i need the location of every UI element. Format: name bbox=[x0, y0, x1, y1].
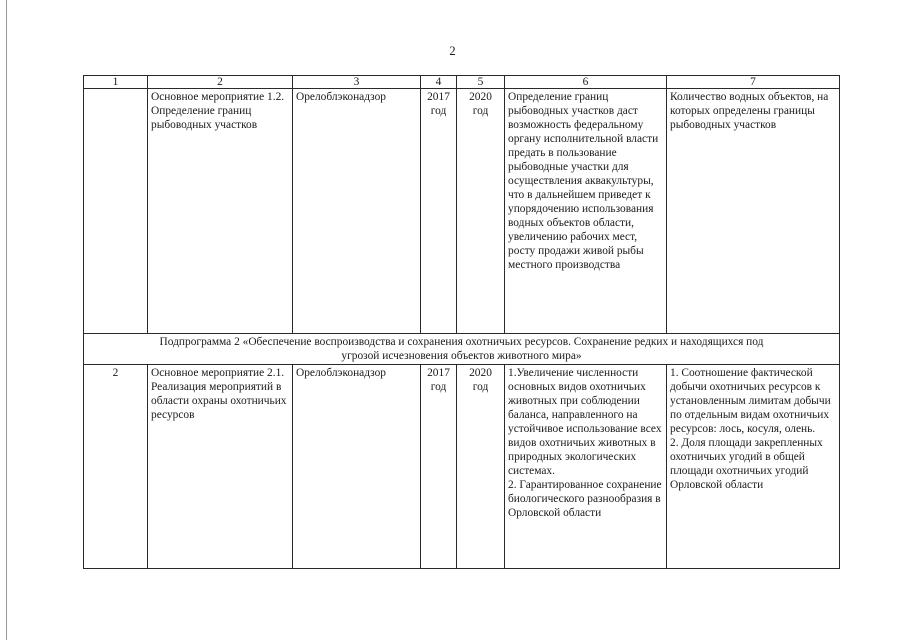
program-activities-table bbox=[83, 75, 840, 569]
end-year-cell: 2020 год bbox=[457, 89, 505, 334]
activity-cell bbox=[148, 365, 293, 569]
header-cell: 1 bbox=[84, 76, 148, 89]
indicator-item: 1. Соотношение фактической добычи охотничьих ресурсов к установленным лимитам добычи по отдельным видам охотничьих ресурсов: лось, косуля, олень. bbox=[670, 367, 831, 435]
indicator-item: 2. Доля площади закрепленных охотничьих угодий в общей площади охотничьих угодий Орловской области bbox=[670, 437, 823, 491]
header-cell: 5 bbox=[457, 76, 505, 89]
activity-name: Определение границ рыбоводных участков bbox=[151, 105, 258, 131]
start-year-cell: 2017 год bbox=[421, 365, 457, 569]
table-row bbox=[84, 365, 840, 569]
expected-result-cell bbox=[505, 365, 667, 569]
activity-name: Реализация мероприятий в области охраны охотничьих ресурсов bbox=[151, 381, 287, 421]
expected-result-cell: Определение границ рыбоводных участков даст возможность федеральному органу исполнительной власти предать в пользование рыбоводные участки для осуществления аквакультуры, что в дальнейшем приведет к упорядочению использования водных объектов области, увеличению рабочих мест, росту продажи живой рыбы местного производства bbox=[505, 89, 667, 334]
page-left-edge-line bbox=[6, 0, 7, 640]
table-row bbox=[84, 89, 840, 334]
row-number-cell: 2 bbox=[84, 365, 148, 569]
header-cell: 7 bbox=[667, 76, 840, 89]
header-cell: 2 bbox=[148, 76, 293, 89]
row-number-cell bbox=[84, 89, 148, 334]
header-cell: 3 bbox=[293, 76, 421, 89]
header-cell: 6 bbox=[505, 76, 667, 89]
subprogram-row bbox=[84, 334, 840, 365]
start-year-cell: 2017 год bbox=[421, 89, 457, 334]
subprogram-title-cell bbox=[84, 334, 840, 365]
page-number: 2 bbox=[449, 44, 456, 58]
end-year-cell: 2020 год bbox=[457, 365, 505, 569]
expected-result-item: 1.Увеличение численности основных видов охотничьих животных при соблюдении баланса, направленного на устойчивое использование всех видов охотничьих животных в природных экологических системах. bbox=[508, 367, 662, 477]
subprogram-title-line-2: угрозой исчезновения объектов животного мира» bbox=[341, 350, 582, 362]
activity-title: Основное мероприятие 2.1. bbox=[151, 367, 285, 379]
indicator-cell: Количество водных объектов, на которых определены границы рыбоводных участков bbox=[667, 89, 840, 334]
executor-cell: Орелоблэконадзор bbox=[293, 365, 421, 569]
header-cell: 4 bbox=[421, 76, 457, 89]
activity-cell bbox=[148, 89, 293, 334]
subprogram-title-line-1: Подпрограмма 2 «Обеспечение воспроизводства и сохранения охотничьих ресурсов. Сохранение редких и находящихся под bbox=[159, 336, 764, 348]
expected-result-item: 2. Гарантированное сохранение биологического разнообразия в Орловской области bbox=[508, 479, 662, 519]
activity-title: Основное мероприятие 1.2. bbox=[151, 91, 285, 103]
indicator-cell bbox=[667, 365, 840, 569]
table-header-row bbox=[84, 76, 840, 89]
executor-cell: Орелоблэконадзор bbox=[293, 89, 421, 334]
